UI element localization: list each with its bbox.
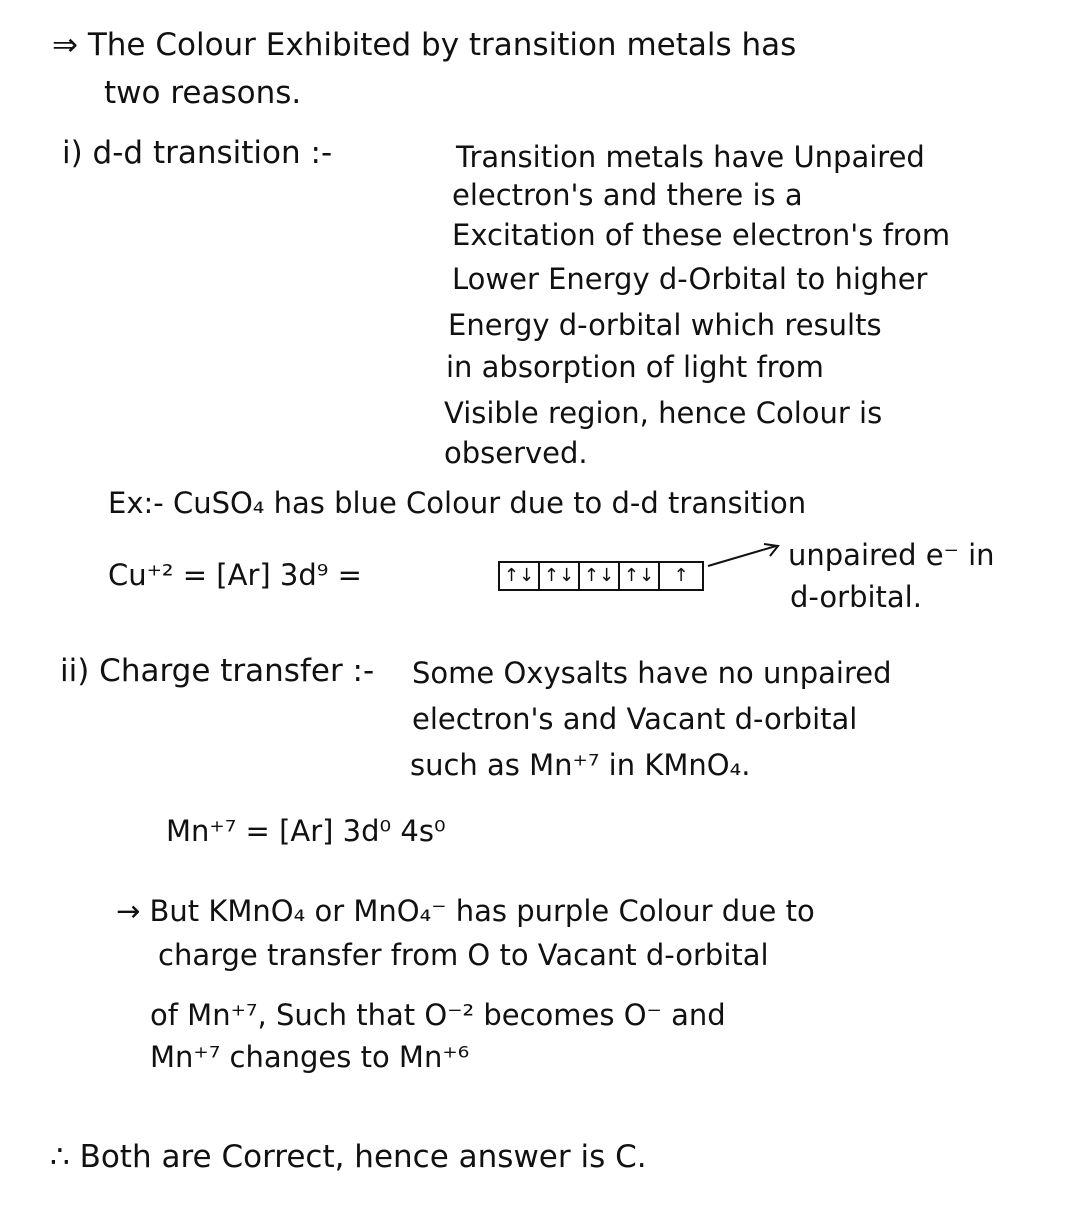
para-line-3: of Mn⁺⁷, Such that O⁻² becomes O⁻ and bbox=[150, 998, 726, 1032]
section1-line-1: Transition metals have Unpaired bbox=[456, 140, 925, 174]
section2-line-2: electron's and Vacant d-orbital bbox=[412, 702, 858, 736]
example-line: Ex:- CuSO₄ has blue Colour due to d-d transition bbox=[108, 486, 807, 520]
section1-line-6: in absorption of light from bbox=[446, 350, 824, 384]
para-line-4: Mn⁺⁷ changes to Mn⁺⁶ bbox=[150, 1040, 470, 1074]
section1-line-8: observed. bbox=[444, 436, 588, 470]
section1-line-5: Energy d-orbital which results bbox=[448, 308, 882, 342]
para-line-1: → But KMnO₄ or MnO₄⁻ has purple Colour due to bbox=[116, 894, 815, 928]
section1-line-7: Visible region, hence Colour is bbox=[444, 396, 883, 430]
orbital-box: ↑↓ bbox=[500, 563, 540, 589]
cu-config: Cu⁺² = [Ar] 3d⁹ = bbox=[108, 558, 362, 592]
orbital-box: ↑↓ bbox=[620, 563, 660, 589]
para-line-2: charge transfer from O to Vacant d-orbital bbox=[158, 938, 769, 972]
intro-line-2: two reasons. bbox=[104, 75, 302, 111]
orbital-box: ↑↓ bbox=[540, 563, 580, 589]
orbital-boxes bbox=[498, 561, 704, 591]
unpaired-note-2: d-orbital. bbox=[790, 580, 922, 614]
arrow-icon bbox=[706, 540, 786, 570]
mn-config: Mn⁺⁷ = [Ar] 3d⁰ 4s⁰ bbox=[166, 814, 446, 848]
section1-heading: i) d-d transition :- bbox=[62, 135, 333, 171]
section1-line-4: Lower Energy d-Orbital to higher bbox=[452, 262, 928, 296]
orbital-box: ↑ bbox=[673, 565, 689, 586]
section2-line-3: such as Mn⁺⁷ in KMnO₄. bbox=[410, 748, 751, 782]
intro-line-1: ⇒ The Colour Exhibited by transition metals has bbox=[52, 27, 797, 63]
section2-heading: ii) Charge transfer :- bbox=[60, 653, 375, 689]
unpaired-note-1: unpaired e⁻ in bbox=[788, 538, 995, 572]
orbital-box: ↑↓ bbox=[580, 563, 620, 589]
section2-line-1: Some Oxysalts have no unpaired bbox=[412, 656, 892, 690]
conclusion: ∴ Both are Correct, hence answer is C. bbox=[50, 1139, 647, 1175]
section1-line-3: Excitation of these electron's from bbox=[452, 218, 951, 252]
section1-line-2: electron's and there is a bbox=[452, 178, 803, 212]
